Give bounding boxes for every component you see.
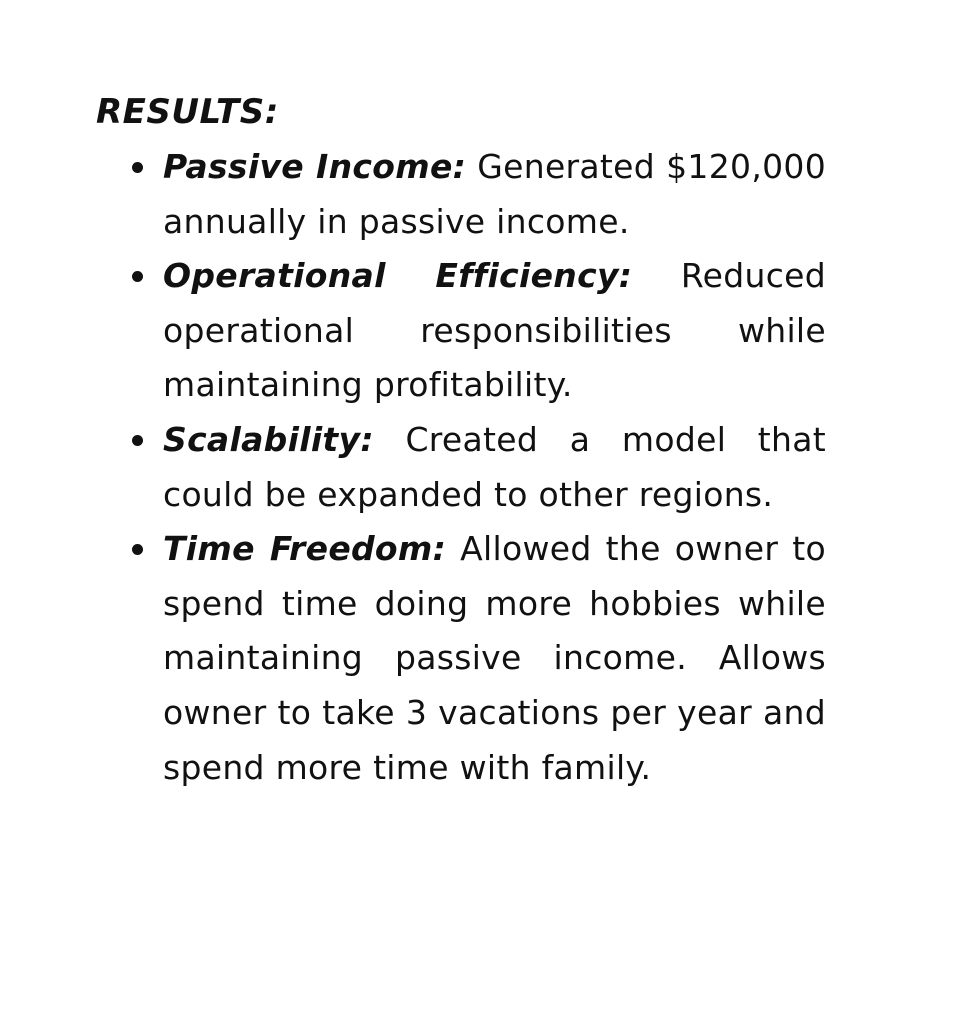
result-description: Created a model that could be expanded to other regions. — [163, 419, 826, 514]
result-term: Time Freedom: — [163, 529, 447, 569]
section-heading: RESULTS: — [96, 92, 279, 132]
result-term: Operational Efficiency: — [163, 256, 633, 296]
bullet-icon — [132, 162, 143, 173]
result-description: Generated $120,000 annually in passive income. — [163, 147, 826, 241]
result-description: Reduced operational responsibilities while maintaining profitability. — [163, 256, 826, 405]
result-item-operational-efficiency — [96, 249, 826, 413]
bullet-icon — [132, 435, 143, 446]
bullet-icon — [132, 271, 143, 282]
result-item-time-freedom — [96, 522, 826, 795]
result-term: Scalability: — [163, 419, 374, 459]
bullet-icon — [132, 544, 143, 555]
result-description: Allowed the owner to spend time doing more hobbies while maintaining passive income. Allows owner to take 3 vacations per year and spend more time with family. — [163, 529, 826, 787]
result-item-scalability — [96, 413, 826, 522]
result-item-passive-income — [96, 140, 826, 249]
result-term: Passive Income: — [163, 147, 467, 186]
results-list — [96, 140, 826, 795]
